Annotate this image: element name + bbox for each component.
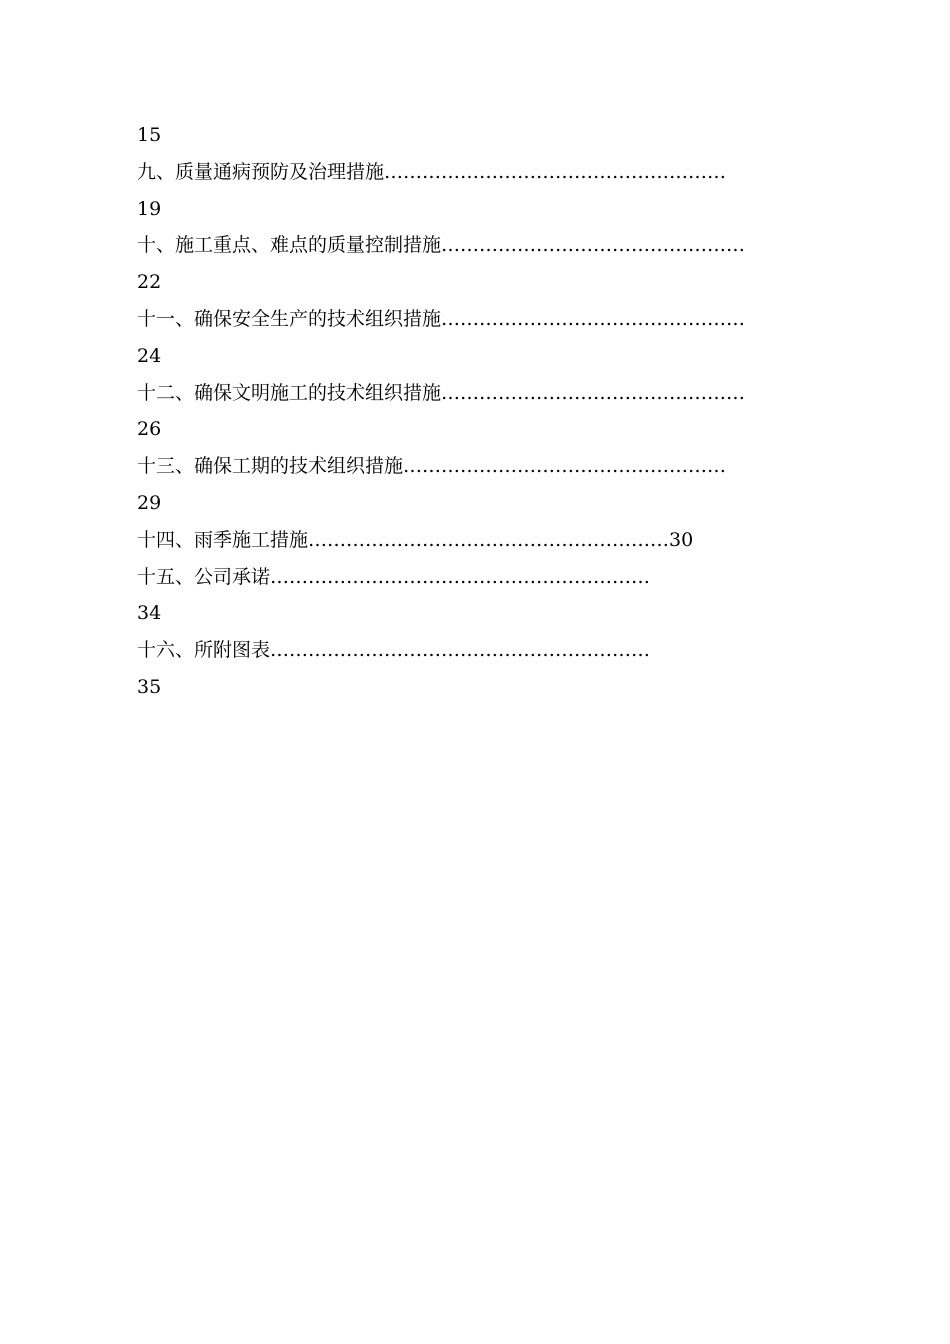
toc-entry-leader: ……………………………………………… xyxy=(384,160,727,183)
toc-entry[interactable] xyxy=(137,448,827,485)
toc-page-number: 26 xyxy=(137,418,162,441)
toc-entry-leader: ………………………………………………… xyxy=(308,528,670,551)
toc-entry-title: 十一、确保安全生产的技术组织措施 xyxy=(137,307,442,330)
toc-entry[interactable] xyxy=(137,559,827,596)
toc-entry[interactable] xyxy=(137,301,827,338)
toc-entry[interactable] xyxy=(137,632,827,669)
toc-entry-title: 十六、所附图表 xyxy=(137,639,271,662)
toc-entry-title: 十四、雨季施工措施 xyxy=(137,528,309,551)
toc-page-number: 15 xyxy=(137,124,162,146)
toc-entry[interactable] xyxy=(137,227,827,264)
toc-entry-title: 十三、确保工期的技术组织措施 xyxy=(137,455,404,478)
toc-entry[interactable] xyxy=(137,375,827,412)
toc-entry-title: 十二、确保文明施工的技术组织措施 xyxy=(137,381,442,404)
toc-entry-title: 十五、公司承诺 xyxy=(137,565,271,588)
toc-page-number: 29 xyxy=(137,491,162,514)
toc-entry-leader: ………………………………………… xyxy=(441,381,746,404)
table-of-contents xyxy=(137,117,827,706)
toc-entry-leader: …………………………………………………… xyxy=(270,639,651,662)
toc-entry[interactable] xyxy=(137,522,827,559)
toc-entry-title: 十、施工重点、难点的质量控制措施 xyxy=(137,234,442,257)
toc-page-number: 35 xyxy=(137,675,162,698)
toc-entry-leader: …………………………………………… xyxy=(403,455,727,478)
toc-entry-leader: …………………………………………………… xyxy=(270,565,651,588)
toc-page-number: 22 xyxy=(137,271,162,294)
toc-entry-leader: ………………………………………… xyxy=(441,234,746,257)
toc-entry-leader: ………………………………………… xyxy=(441,307,746,330)
toc-entry-title: 九、质量通病预防及治理措施 xyxy=(137,160,385,183)
toc-entry[interactable] xyxy=(137,154,827,191)
toc-page-number: 24 xyxy=(137,344,162,367)
toc-page-number: 30 xyxy=(669,528,694,551)
toc-page-number: 34 xyxy=(137,602,162,625)
toc-page-number: 19 xyxy=(137,197,162,220)
